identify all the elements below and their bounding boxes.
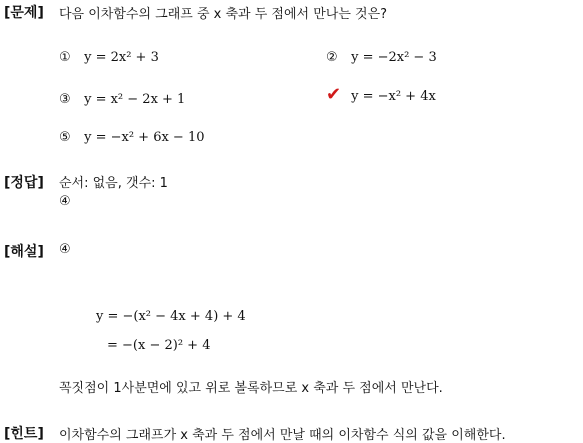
answer-choice: ④ — [59, 194, 71, 209]
hint-text: 이차함수의 그래프가 x 축과 두 점에서 만날 때의 이차함수 식의 값을 이해한다. — [59, 428, 506, 443]
option-1[interactable] — [59, 46, 159, 65]
answer-meta: 순서: 없음, 갯수: 1 — [59, 176, 168, 191]
option-5-expression: y = −x² + 6x − 10 — [84, 130, 205, 145]
option-3-number: ③ — [59, 92, 71, 107]
answer-label: [정답] — [4, 175, 44, 191]
option-3[interactable] — [59, 88, 185, 107]
option-2-number: ② — [326, 50, 338, 65]
option-4-expression: y = −x² + 4x — [351, 89, 436, 104]
problem-label: [문제] — [4, 5, 44, 21]
option-2[interactable] — [326, 46, 437, 65]
option-3-expression: y = x² − 2x + 1 — [84, 92, 186, 107]
hint-label: [힌트] — [4, 426, 44, 442]
equation-line-2: = −(x − 2)² + 4 — [107, 338, 211, 353]
option-1-number: ① — [59, 50, 71, 65]
checkmark-icon: ✔ — [326, 84, 342, 105]
explanation-text: 꼭짓점이 1사분면에 있고 위로 볼록하므로 x 축과 두 점에서 만난다. — [59, 381, 443, 396]
option-2-expression: y = −2x² − 3 — [351, 50, 437, 65]
option-5-number: ⑤ — [59, 130, 71, 145]
question-text: 다음 이차함수의 그래프 중 x 축과 두 점에서 만나는 것은? — [59, 7, 388, 22]
explanation-label: [해설] — [4, 244, 44, 260]
option-1-expression: y = 2x² + 3 — [84, 50, 159, 65]
explanation-choice: ④ — [59, 242, 71, 257]
equation-line-1: y = −(x² − 4x + 4) + 4 — [96, 309, 246, 324]
option-5[interactable] — [59, 126, 205, 145]
option-4[interactable] — [326, 84, 436, 105]
